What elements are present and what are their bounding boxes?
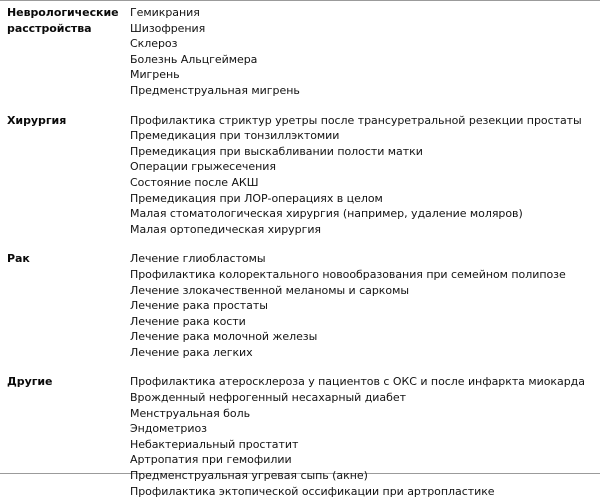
indication-item: Предменструальная мигрень [130,83,300,97]
indication-item: Шизофрения [130,21,206,35]
indication-item: Премедикация при выскабливании полости матки [130,144,423,158]
indication-item: Артропатия при гемофилии [130,453,292,467]
section-label: Хирургия [7,113,67,127]
indication-item: Лечение злокачественной меланомы и саркомы [130,283,409,297]
indication-item: Лечение глиобластомы [130,252,266,266]
section-label: Неврологические расстройства [7,6,119,35]
indication-item: Лечение рака кости [130,314,246,328]
section-label: Другие [7,375,53,389]
indication-item: Профилактика эктопической оссификации при артропластике [130,484,495,498]
indication-item: Премедикация при тонзиллэктомии [130,129,340,143]
section-item-list [130,5,600,99]
indication-item: Профилактика атеросклероза у пациентов с ОКС и после инфаркта миокарда [130,375,585,389]
indication-item: Операции грыжесечения [130,160,276,174]
indication-item: Мигрень [130,68,180,82]
indication-item: Предменструальная угревая сыпь (акне) [130,469,368,483]
table-section [0,5,600,99]
section-item-list [130,251,600,360]
table-section [0,251,600,360]
indication-item: Эндометриоз [130,422,207,436]
indication-item: Состояние после АКШ [130,175,259,189]
indication-item: Болезнь Альцгеймера [130,52,258,66]
section-label: Рак [7,252,30,266]
indication-item: Малая стоматологическая хирургия (например, удаление моляров) [130,207,523,221]
indication-item: Профилактика стриктур уретры после трансуретральной резекции простаты [130,113,582,127]
indication-item: Гемикрания [130,6,200,19]
table-section [0,113,600,238]
table-section [0,374,600,499]
indication-item: Небактериальный простатит [130,437,299,451]
indication-item: Лечение рака легких [130,345,253,359]
section-item-list [130,374,600,499]
section-item-list [130,113,600,238]
indication-item: Лечение рака молочной железы [130,330,318,344]
indication-item: Склероз [130,37,178,51]
indication-item: Малая ортопедическая хирургия [130,222,322,236]
indication-item: Премедикация при ЛОР-операциях в целом [130,191,383,205]
indication-item: Менструальная боль [130,406,251,420]
indication-item: Врожденный нефрогенный несахарный диабет [130,391,406,405]
indication-item: Профилактика колоректального новообразования при семейном полипозе [130,267,566,281]
indication-item: Лечение рака простаты [130,299,268,313]
